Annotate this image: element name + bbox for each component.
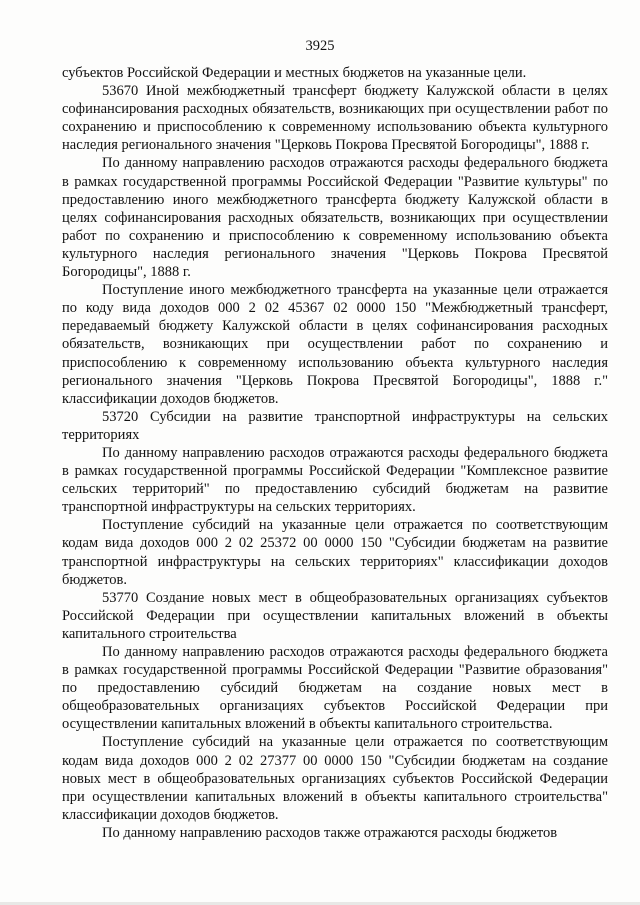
page-number: 3925: [305, 38, 335, 54]
paragraph-53670-revenue: Поступление иного межбюджетного трансферта на указанные цели отражается по коду вида доходов 000 2 02 45367 02 0000 150 "Межбюджетный трансферт, передаваемый бюджету Калужской области в целях софинансирования расходных обязательств, возникающих при осуществлении работ по сохранению и приспособлению к современному использованию объекта культурного наследия регионального значения "Церковь Покрова Пресвятой Богородицы", 1888 г." классификации доходов бюджетов.: [62, 282, 608, 407]
paragraph-53670-heading: 53670 Иной межбюджетный трансферт бюджету Калужской области в целях софинансирования расходных обязательств, возникающих при осуществлении работ по сохранению и приспособлению к современному использованию объекта культурного наследия регионального значения "Церковь Покрова Пресвятой Богородицы", 1888 г.: [62, 83, 608, 154]
paragraph-continuation: субъектов Российской Федерации и местных бюджетов на указанные цели.: [62, 65, 527, 81]
document-body: [62, 64, 608, 842]
paragraph-53720-description: По данному направлению расходов отражаются расходы федерального бюджета в рамках государственной программы Российской Федерации "Комплексное развитие сельских территорий" по предоставлению субсидий бюджетам на развитие транспортной инфраструктуры на сельских территориях.: [62, 444, 608, 516]
paragraph-53770-heading: 53770 Создание новых мест в общеобразовательных организациях субъектов Российской Федерации при осуществлении капитальных вложений в объекты капитального строительства: [62, 589, 608, 642]
paragraph-53770-revenue: Поступление субсидий на указанные цели отражается по соответствующим кодам вида доходов 000 2 02 27377 00 0000 150 "Субсидии бюджетам на создание новых мест в общеобразовательных организациях субъектов Российской Федерации при осуществлении капитальных вложений в объекты капитального строительства" классификации доходов бюджетов.: [62, 734, 608, 823]
paragraph-53770-description: По данному направлению расходов отражаются расходы федерального бюджета в рамках государственной программы Российской Федерации "Развитие образования" по предоставлению субсидий бюджетам на создание новых мест в общеобразовательных организациях субъектов Российской Федерации при осуществлении капитальных вложений в объекты капитального строительства.: [62, 644, 608, 733]
paragraph-53670-description: По данному направлению расходов отражаются расходы федерального бюджета в рамках государственной программы Российской Федерации "Развитие культуры" по предоставлению иного межбюджетного трансферта бюджету Калужской области в целях софинансирования расходных обязательств, возникающих при осуществлении работ по сохранению и приспособлению к современному использованию объекта культурного наследия регионального значения "Церковь Покрова Пресвятой Богородицы", 1888 г.: [62, 155, 608, 281]
paragraph-53720-revenue: Поступление субсидий на указанные цели отражается по соответствующим кодам вида доходов 000 2 02 25372 00 0000 150 "Субсидии бюджетам на развитие транспортной инфраструктуры на сельских территориях" классификации доходов бюджетов.: [62, 517, 608, 588]
paragraph-trailing: По данному направлению расходов также отражаются расходы бюджетов: [102, 824, 558, 841]
paragraph-53720-heading: 53720 Субсидии на развитие транспортной инфраструктуры на сельских территориях: [62, 408, 608, 443]
